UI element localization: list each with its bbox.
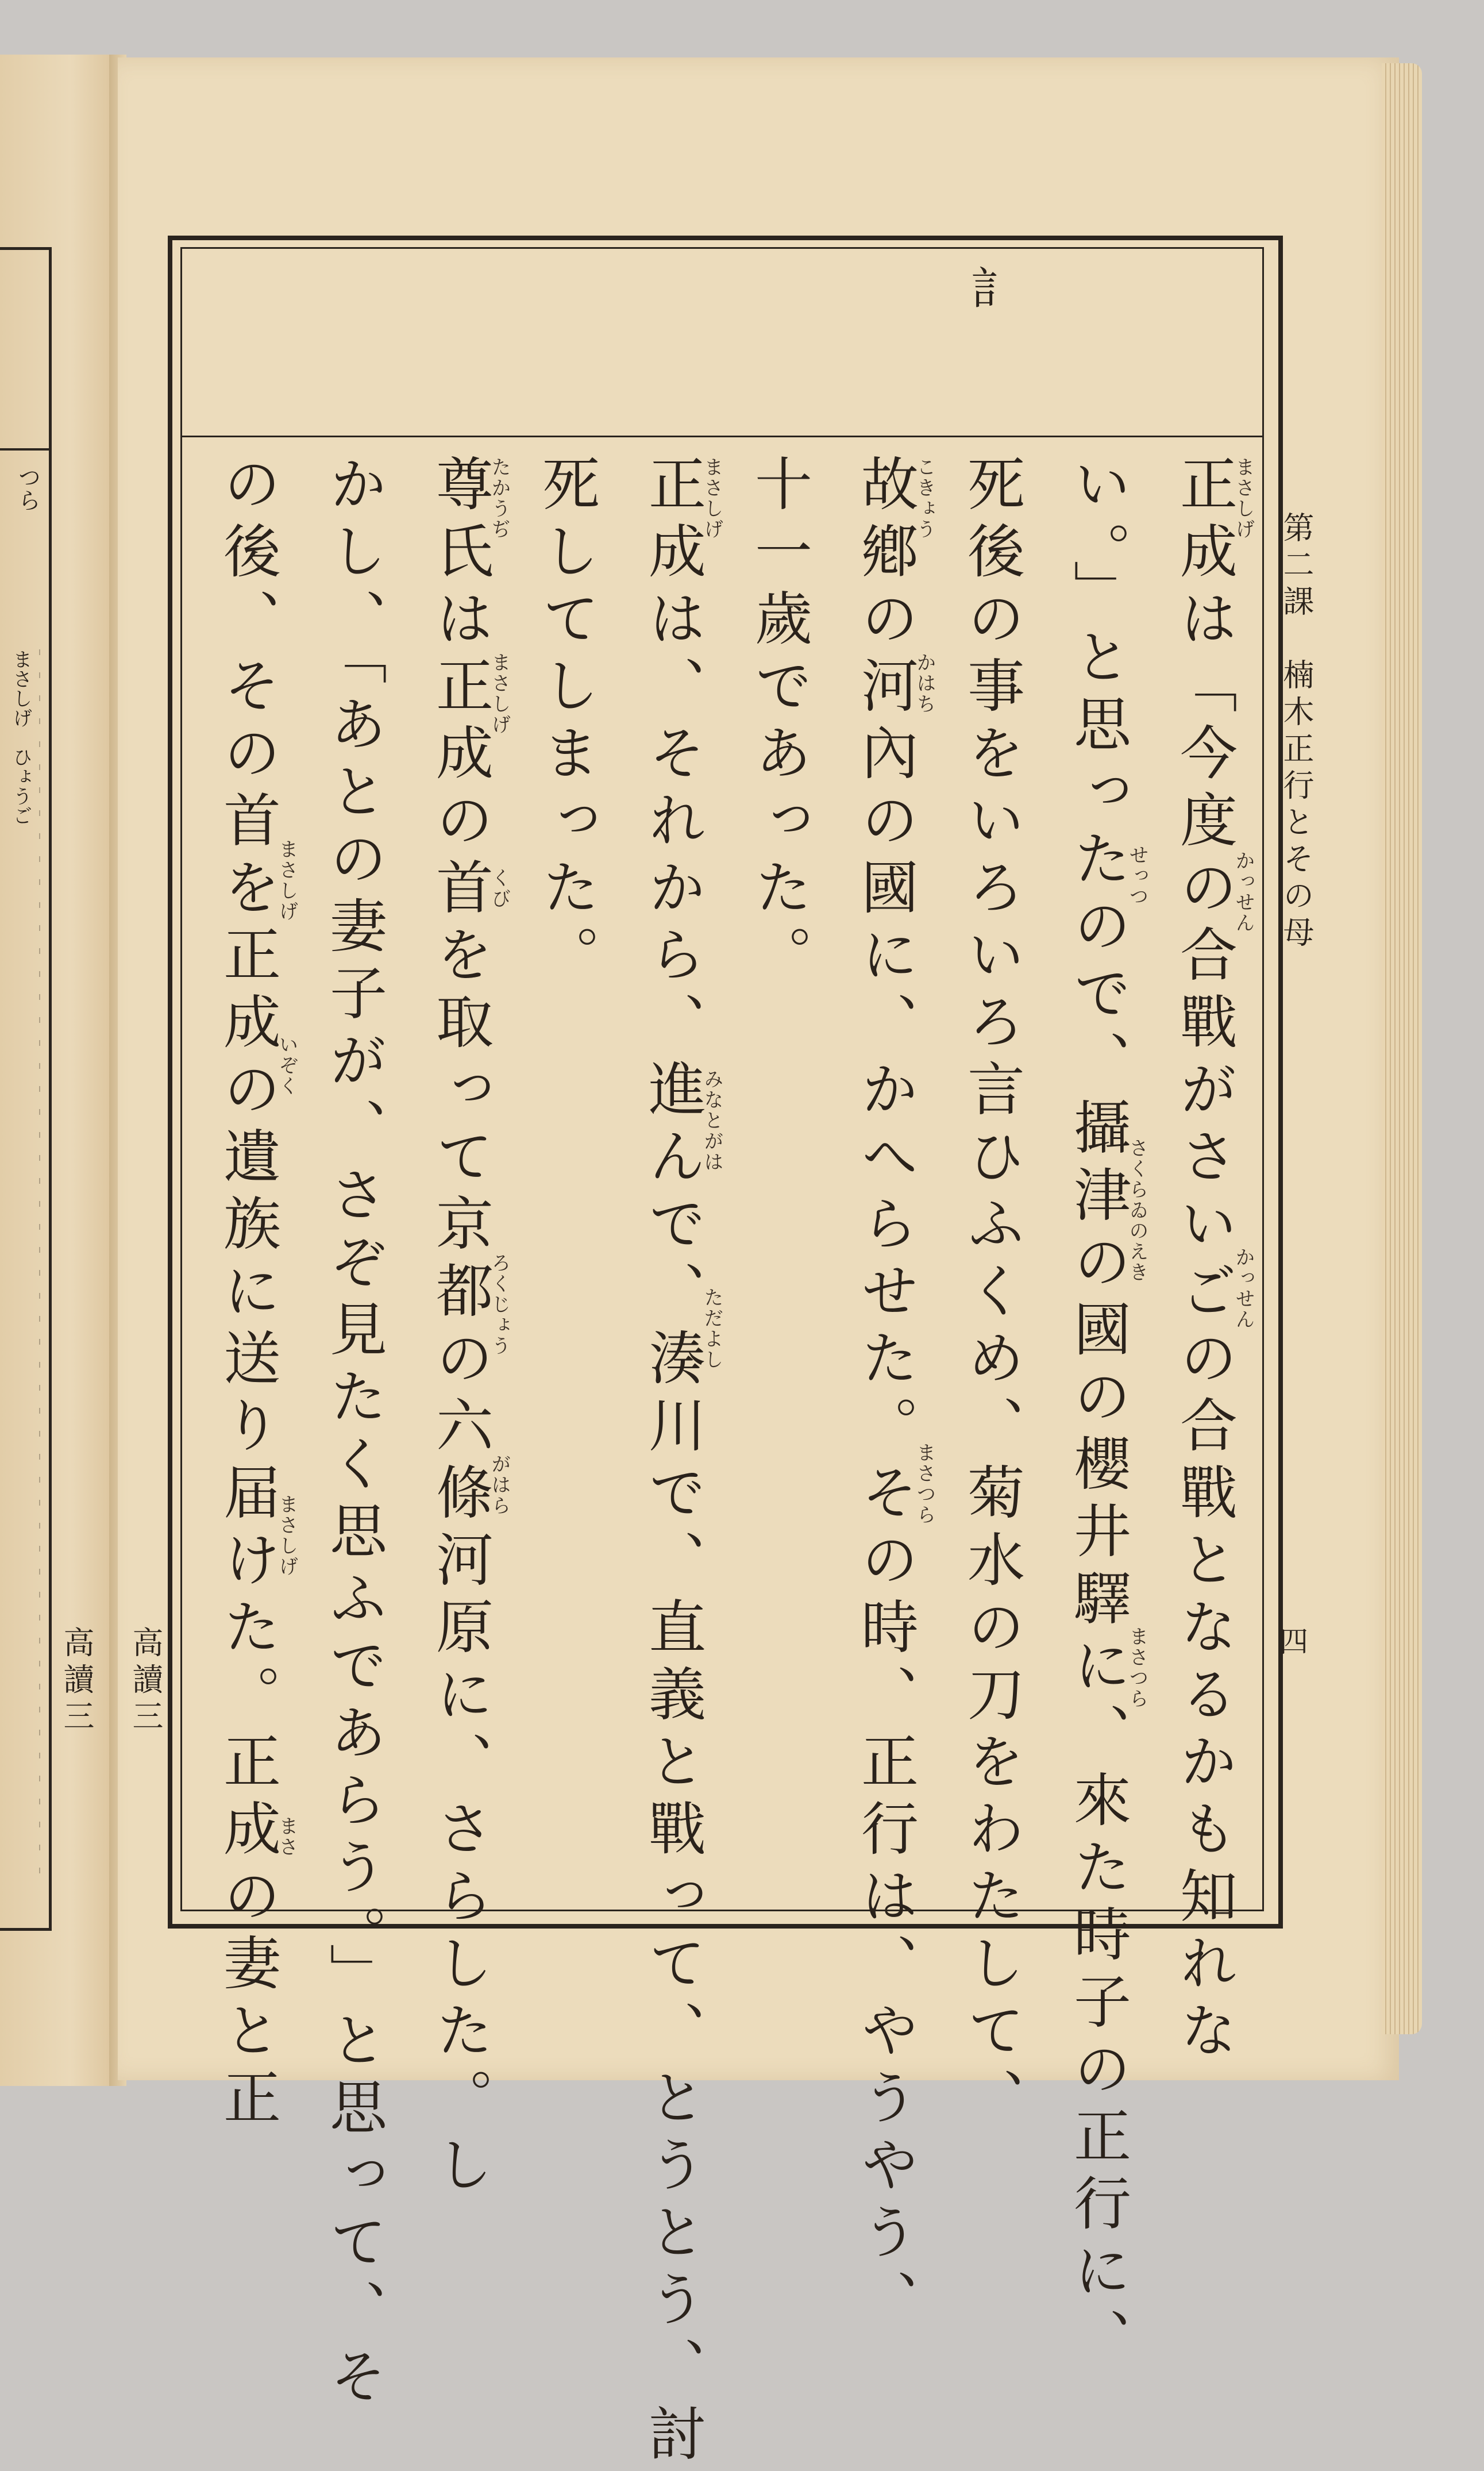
ruby-rokujou: ろくじょう bbox=[488, 1253, 511, 1356]
lesson-title: 第二課 楠木正行とその母 bbox=[1278, 511, 1315, 953]
text-column-1: 正成は「今度の合戰がさいごの合戰となるかも知れな bbox=[1170, 454, 1238, 2068]
ruby-izoku: いぞく bbox=[275, 1034, 298, 1096]
ruby-masatsura-2: まさつら bbox=[913, 1442, 936, 1525]
ruby-masatsura-1: まさつら bbox=[1125, 1626, 1148, 1709]
ruby-kassen-2: かっせん bbox=[1232, 1247, 1255, 1330]
ruby-settsu: せっつ bbox=[1125, 845, 1148, 907]
ruby-masashige-4: まさしげ bbox=[275, 839, 298, 922]
ruby-masa: まさ bbox=[275, 1816, 298, 1857]
ruby-sakurai-no-eki: さくらゐのえき bbox=[1125, 1138, 1148, 1283]
ruby-takauji: たかうぢ bbox=[488, 457, 511, 540]
text-column-7: 死してしまった。 bbox=[533, 454, 600, 992]
ruby-masashige-2: まさしげ bbox=[700, 457, 723, 540]
ruby-minatogawa: みなとがは bbox=[700, 1069, 723, 1172]
ruby-masashige-5: まさしげ bbox=[275, 1494, 298, 1577]
text-column-2: い。」と思ったので、攝津の國の櫻井驛に、來た時子の正行に、 bbox=[1064, 454, 1131, 2375]
ruby-masashige-1: まさしげ bbox=[1232, 457, 1255, 540]
header-label: 訁 bbox=[971, 263, 1016, 315]
text-column-8: 尊氏は正成の首を取って京都の六條河原に、さらした。し bbox=[426, 454, 494, 2202]
text-column-4: 故鄕の河內の國に、かへらせた。その時、正行は、やうやう、 bbox=[851, 454, 919, 2337]
page-number: 四 bbox=[1275, 1626, 1308, 1655]
left-page-fragment-ruby: まさしげ ひょうご bbox=[9, 649, 32, 825]
ruby-kassen-1: かっせん bbox=[1232, 850, 1255, 933]
text-column-5: 十一歲であった。 bbox=[745, 454, 812, 992]
text-column-9: かし、「あとの妻子が、さぞ見たく思ふであらう。」と思って、そ bbox=[320, 454, 387, 2414]
ruby-kawara: がはら bbox=[488, 1454, 511, 1516]
ruby-kubi: くび bbox=[488, 868, 511, 909]
header-rule bbox=[180, 436, 1263, 437]
left-page-text-trace bbox=[39, 649, 40, 1885]
text-column-6: 正成は、それから、進んで、湊川で、直義と戰って、とうとう、討 bbox=[639, 454, 706, 2471]
text-column-10: の後、その首を正成の遺族に送り届けた。正成の妻と正 bbox=[214, 454, 281, 2135]
footer-label: 高讀三 bbox=[128, 1626, 164, 1737]
left-page-fragment-top: つら bbox=[14, 465, 41, 511]
text-column-3: 死後の事をいろいろ言ひふくめ、菊水の刀をわたして、 bbox=[958, 454, 1025, 2135]
ruby-tadayoshi: ただよし bbox=[700, 1287, 723, 1370]
page-edges bbox=[1382, 63, 1422, 2034]
ruby-kawachi: かはち bbox=[913, 652, 936, 714]
left-page-header-rule bbox=[0, 448, 52, 451]
ruby-kokyou: こきょう bbox=[913, 457, 936, 540]
left-page-footer-label: 高讀三 bbox=[59, 1626, 95, 1737]
ruby-masashige-3: まさしげ bbox=[488, 652, 511, 735]
